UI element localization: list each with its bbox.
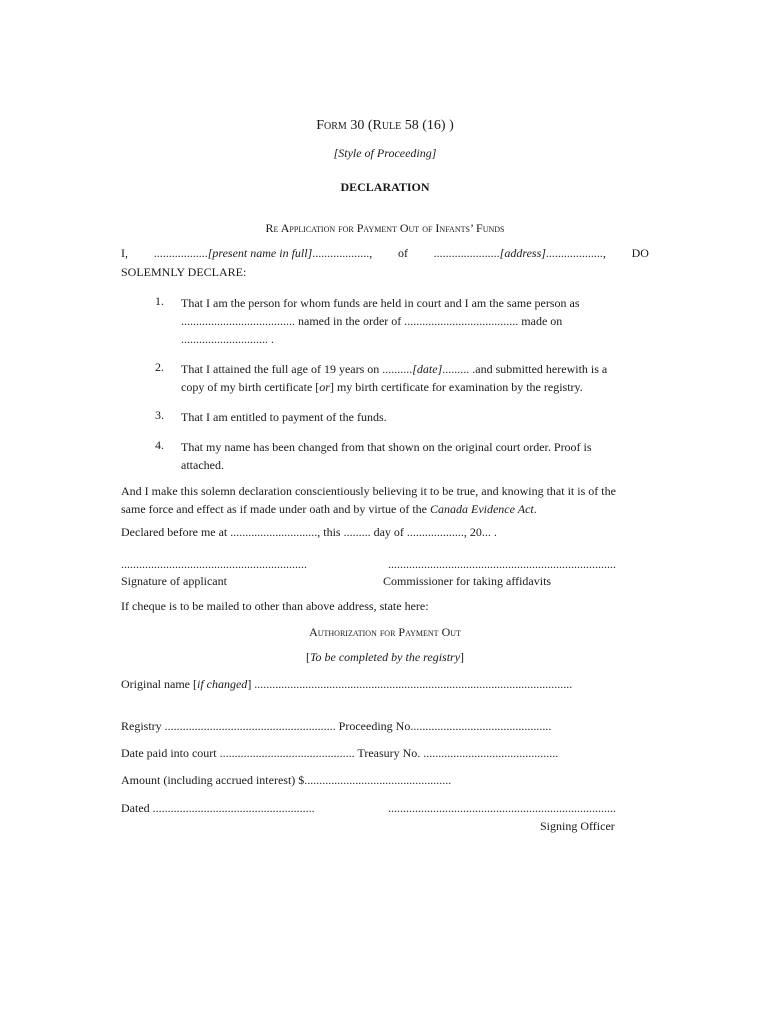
declared-before-line: Declared before me at ............................., this ......... day of ..................., 20... . xyxy=(121,525,497,539)
solemnly-declare: SOLEMNLY DECLARE: xyxy=(121,265,247,279)
applicant-signature-label: Signature of applicant xyxy=(121,574,227,588)
item-number: 1. xyxy=(155,294,164,308)
form-title: Form 30 (Rule 58 (16) ) xyxy=(316,118,454,133)
signing-officer-line: ............................................................................ xyxy=(388,801,616,815)
amount-line: Amount (including accrued interest) $................................................. xyxy=(121,773,452,787)
solemn-declaration: And I make this solemn declaration conscientiously believing it to be true, and knowing that it is of the same force and effect as if made under oath and by virtue of the Canada Evidence Act. xyxy=(121,484,616,516)
dated-line: Dated ...................................................... xyxy=(121,801,315,815)
present-name-field: ..................[present name in full]..................., xyxy=(153,246,373,260)
registry-line: Registry ......................................................... Proceeding No............................................... xyxy=(121,719,552,733)
commissioner-signature-line: ............................................................................ xyxy=(388,557,616,571)
signing-officer-label: Signing Officer xyxy=(540,819,615,833)
item-text: That my name has been changed from that shown on the original court order. Proof is attached. xyxy=(181,440,592,472)
commissioner-signature-label: Commissioner for taking affidavits xyxy=(383,574,552,588)
re-heading: Re Application for Payment Out of Infants’ Funds xyxy=(265,221,505,235)
date-paid-line: Date paid into court ............................................. Treasury No. ............................................. xyxy=(121,746,559,760)
intro-line xyxy=(121,246,649,261)
style-of-proceeding: [Style of Proceeding] xyxy=(333,146,437,160)
intro-of: of xyxy=(397,246,408,260)
intro-i: I, xyxy=(121,246,128,260)
original-name-line: Original name [if changed] .......................................................................................................... xyxy=(121,677,573,691)
address-field: ......................[address]..................., xyxy=(433,246,606,260)
item-text: That I am the person for whom funds are held in court and I am the same person as ...................................... named in the order of ...................................... made on ............................. . xyxy=(181,296,580,346)
item-number: 2. xyxy=(155,360,164,374)
intro-do: DO xyxy=(631,246,649,260)
item-number: 3. xyxy=(155,408,164,422)
item-number: 4. xyxy=(155,438,164,452)
registry-note: [To be completed by the registry] xyxy=(305,650,465,664)
declaration-heading: DECLARATION xyxy=(340,180,430,194)
applicant-signature-line: .............................................................. xyxy=(121,557,307,571)
authorization-heading: Authorization for Payment Out xyxy=(309,625,461,639)
item-text: That I am entitled to payment of the funds. xyxy=(181,410,387,424)
item-text: That I attained the full age of 19 years on ..........[date]......... .and submitted herewith is a copy of my birth certificate [or] my birth certificate for examination by the registry. xyxy=(181,362,608,394)
cheque-mailing-line: If cheque is to be mailed to other than above address, state here: xyxy=(121,599,429,613)
